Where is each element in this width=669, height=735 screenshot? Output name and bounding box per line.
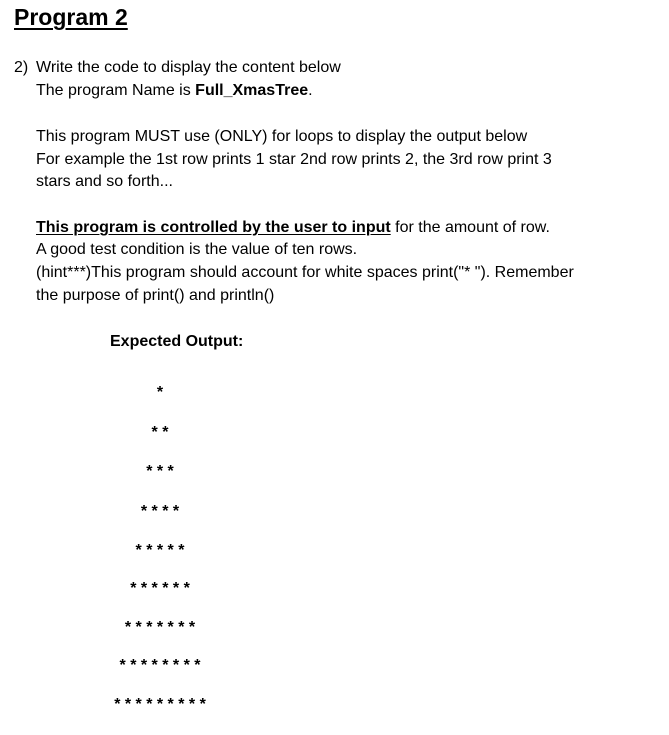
program-name-prefix: The program Name is [36, 82, 196, 99]
test-condition-line: A good test condition is the value of ten rows. [36, 241, 358, 258]
expected-output-label: Expected Output: [110, 333, 244, 350]
star-row: * * [151, 424, 169, 441]
star-row: * [156, 384, 164, 401]
document-title: Program 2 [14, 4, 128, 30]
star-row: * * * * * [135, 542, 185, 559]
user-input-rest: for the amount of row. [390, 219, 550, 236]
star-row: * * * * [140, 503, 180, 520]
star-row: * * * * * * * * [119, 657, 201, 674]
star-row: * * * * * * * [124, 619, 196, 636]
user-input-line [36, 219, 550, 237]
program-name: Full_XmasTree [195, 82, 309, 99]
loop-requirement-line: This program MUST use (ONLY) for loops to display the output below [36, 128, 528, 145]
star-row: * * * [146, 463, 174, 480]
instruction-line-2 [36, 82, 313, 100]
star-row: * * * * * * * * * [114, 696, 206, 713]
hint-line: (hint***)This program should account for white spaces print("* "). Remember [36, 264, 574, 281]
question-number: 2) [14, 59, 29, 76]
user-input-emphasis: This program is controlled by the user to input [36, 219, 391, 236]
print-purpose-line: the purpose of print() and println() [36, 287, 275, 304]
example-continuation-line: stars and so forth... [36, 173, 173, 190]
example-line: For example the 1st row prints 1 star 2nd row prints 2, the 3rd row print 3 [36, 151, 552, 168]
instruction-line-1: Write the code to display the content below [36, 59, 341, 76]
program-name-suffix: . [308, 82, 313, 99]
star-row: * * * * * * [130, 580, 190, 597]
